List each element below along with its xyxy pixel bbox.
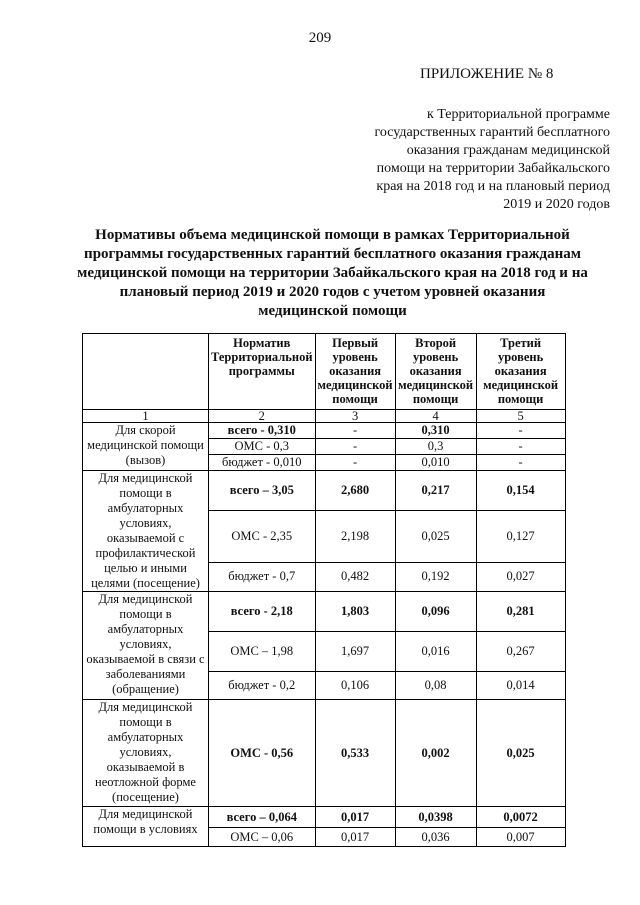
column-number: 4 [395, 410, 476, 423]
row-description: Для медицинской помощи в условиях [83, 807, 209, 847]
column-number: 5 [476, 410, 565, 423]
heading-line: медицинской помощи [258, 303, 407, 319]
level-3-cell: 0,014 [476, 672, 565, 700]
level-2-cell: 0,310 [395, 423, 476, 439]
norm-cell: бюджет - 0,7 [209, 562, 316, 591]
header-cell-level-3: Третий уровень оказания медицинской помощи [476, 334, 565, 410]
level-2-cell: 0,025 [395, 510, 476, 562]
level-3-cell: 0,127 [476, 510, 565, 562]
norm-cell: ОМС – 1,98 [209, 632, 316, 672]
appendix-subtitle [340, 106, 610, 214]
level-2-cell: 0,217 [395, 471, 476, 511]
norm-cell: всего – 0,064 [209, 807, 316, 828]
level-2-cell: 0,036 [395, 828, 476, 847]
header-cell-description [83, 334, 209, 410]
header-cell-level-1: Первый уровень оказания медицинской помощи [315, 334, 395, 410]
level-3-cell: 0,0072 [476, 807, 565, 828]
level-1-cell: 1,803 [315, 592, 395, 632]
level-1-cell: - [315, 455, 395, 471]
level-2-cell: 0,002 [395, 700, 476, 807]
level-2-cell: 0,016 [395, 632, 476, 672]
level-1-cell: 2,198 [315, 510, 395, 562]
table-row [83, 592, 566, 632]
level-1-cell: 0,017 [315, 828, 395, 847]
level-3-cell: 0,154 [476, 471, 565, 511]
level-1-cell: 0,017 [315, 807, 395, 828]
heading-line: медицинской помощи на территории Забайкальского края на 2018 год и на [77, 265, 588, 281]
column-number: 1 [83, 410, 209, 423]
level-3-cell: - [476, 455, 565, 471]
appendix-subtitle-line: 2019 и 2020 годов [503, 197, 610, 212]
level-3-cell: 0,281 [476, 592, 565, 632]
level-1-cell: 2,680 [315, 471, 395, 511]
level-2-cell: 0,0398 [395, 807, 476, 828]
level-3-cell: 0,025 [476, 700, 565, 807]
norm-cell: ОМС – 0,06 [209, 828, 316, 847]
level-3-cell: 0,027 [476, 562, 565, 591]
level-1-cell: - [315, 423, 395, 439]
appendix-subtitle-line: помощи на территории Забайкальского [376, 161, 610, 176]
norm-cell: бюджет - 0,2 [209, 672, 316, 700]
level-2-cell: 0,096 [395, 592, 476, 632]
heading-line: программы государственных гарантий бесплатного оказания гражданам [84, 246, 581, 262]
heading-line: Нормативы объема медицинской помощи в рамках Территориальной [95, 227, 570, 243]
appendix-title: ПРИЛОЖЕНИЕ № 8 [420, 66, 554, 82]
norm-cell: бюджет - 0,010 [209, 455, 316, 471]
table-row [83, 471, 566, 511]
row-description: Для медицинской помощи в амбулаторных условиях, оказываемой в связи с заболеваниями (обращение) [83, 592, 209, 700]
level-3-cell: - [476, 439, 565, 455]
table-row [83, 423, 566, 439]
header-cell-norm: Норматив Территориальной программы [209, 334, 316, 410]
level-1-cell: 1,697 [315, 632, 395, 672]
row-description: Для медицинской помощи в амбулаторных условиях, оказываемой в неотложной форме (посещение) [83, 700, 209, 807]
level-1-cell: 0,533 [315, 700, 395, 807]
header-row [83, 334, 566, 410]
header-cell-level-2: Второй уровень оказания медицинской помощи [395, 334, 476, 410]
heading-line: плановый период 2019 и 2020 годов с учетом уровней оказания [119, 284, 546, 300]
level-2-cell: 0,08 [395, 672, 476, 700]
norm-cell: всего – 3,05 [209, 471, 316, 511]
level-1-cell: - [315, 439, 395, 455]
level-3-cell: 0,007 [476, 828, 565, 847]
appendix-subtitle-line: государственных гарантий бесплатного [374, 125, 610, 140]
document-heading [60, 226, 605, 321]
level-3-cell: 0,267 [476, 632, 565, 672]
norm-cell: ОМС - 0,56 [209, 700, 316, 807]
norm-cell: ОМС - 0,3 [209, 439, 316, 455]
level-1-cell: 0,482 [315, 562, 395, 591]
page-number: 209 [308, 30, 332, 46]
norm-cell: всего - 0,310 [209, 423, 316, 439]
level-1-cell: 0,106 [315, 672, 395, 700]
appendix-subtitle-line: к Территориальной программе [426, 107, 610, 122]
appendix-subtitle-line: края на 2018 год и на плановый период [376, 179, 610, 194]
level-2-cell: 0,010 [395, 455, 476, 471]
appendix-subtitle-line: оказания гражданам медицинской [406, 143, 610, 158]
level-2-cell: 0,192 [395, 562, 476, 591]
column-number: 2 [209, 410, 316, 423]
row-description: Для медицинской помощи в амбулаторных условиях, оказываемой с профилактической целью и иными целями (посещение) [83, 471, 209, 592]
norms-table [82, 333, 566, 847]
level-3-cell: - [476, 423, 565, 439]
row-description: Для скорой медицинской помощи (вызов) [83, 423, 209, 471]
norm-cell: всего - 2,18 [209, 592, 316, 632]
table-row [83, 807, 566, 828]
norm-cell: ОМС - 2,35 [209, 510, 316, 562]
table-row [83, 700, 566, 807]
column-number: 3 [315, 410, 395, 423]
level-2-cell: 0,3 [395, 439, 476, 455]
column-number-row [83, 410, 566, 423]
